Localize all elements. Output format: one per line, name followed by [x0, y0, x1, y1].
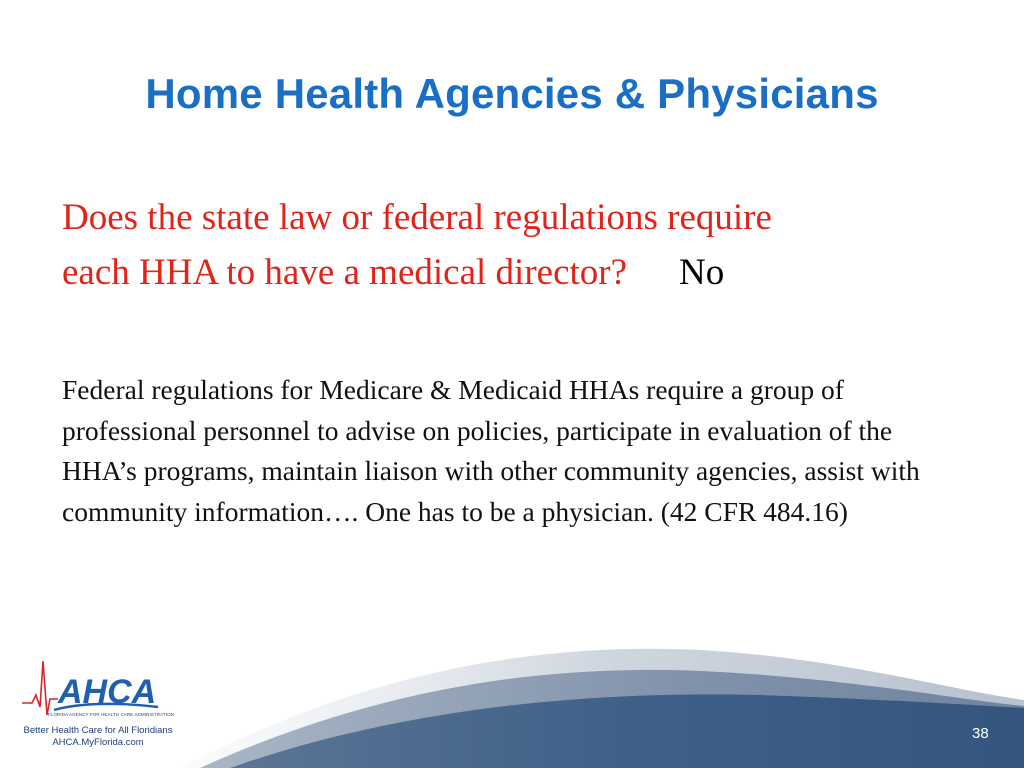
logo-wordmark: AHCA [58, 673, 157, 711]
page-number: 38 [972, 725, 989, 742]
logo-subtitle: FLORIDA AGENCY FOR HEALTH CARE ADMINISTRATION [48, 712, 175, 717]
logo-tagline: Better Health Care for All Floridians [23, 725, 173, 736]
question [62, 190, 962, 300]
logo-website: AHCA.MyFlorida.com [52, 737, 144, 748]
question-line-1: Does the state law or federal regulations require [62, 197, 772, 238]
answer: No [679, 252, 725, 293]
question-line-2: each HHA to have a medical director? [62, 252, 628, 293]
body-paragraph: Federal regulations for Medicare & Medicaid HHAs require a group of professional personnel to advise on policies, participate in evaluation of the HHA’s programs, maintain liaison with other community agencies, assist with community information…. One has to be a physician. (42 CFR 484.16) [62, 374, 920, 527]
ahca-logo [18, 655, 178, 760]
heartbeat-line-icon [22, 661, 58, 715]
slide-title: Home Health Agencies & Physicians [145, 70, 879, 117]
logo-caption [18, 725, 178, 749]
